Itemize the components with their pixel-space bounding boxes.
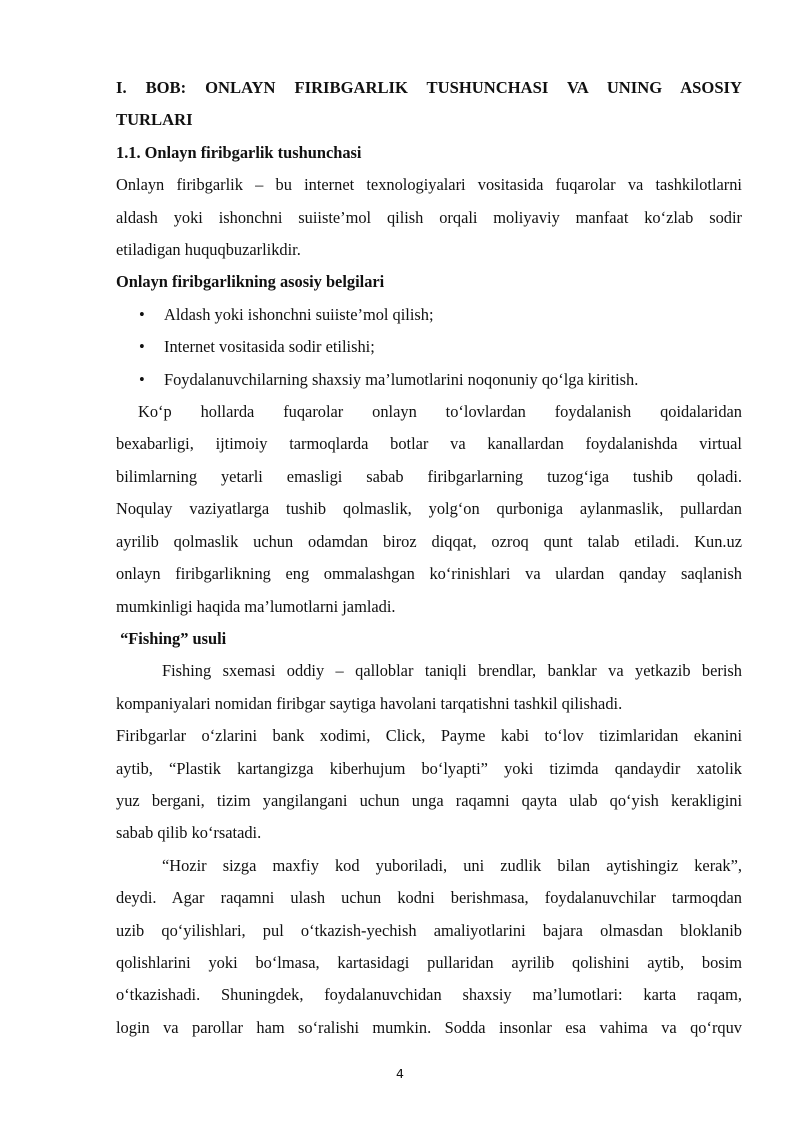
fishing-paragraph-2 xyxy=(116,720,742,850)
page-number: 4 xyxy=(396,1066,404,1081)
text-line: Firibgarlar o‘zlarini bank xodimi, Click, Payme kabi to‘lov tizimlaridan ekanini xyxy=(116,726,742,746)
fishing-paragraph-1 xyxy=(116,655,742,720)
text-line: Ko‘p hollarda fuqarolar onlayn to‘lovlardan foydalanish qoidalaridan xyxy=(138,402,742,422)
list-item-text: Internet vositasida sodir etilishi; xyxy=(164,337,375,357)
section-title: 1.1. Onlayn firibgarlik tushunchasi xyxy=(116,142,362,162)
text-line: Noqulay vaziyatlarga tushib qolmaslik, yolg‘on qurboniga aylanmaslik, pullardan xyxy=(116,499,742,519)
text-line: uzib qo‘yilishlari, pul o‘tkazish-yechish amaliyotlarini bajara olmasdan bloklanib xyxy=(116,920,742,940)
signs-heading: Onlayn firibgarlikning asosiy belgilari xyxy=(116,272,385,292)
text-line: ayrilib qolmaslik uchun odamdan biroz diqqat, ozroq qunt talab etiladi. Kun.uz xyxy=(116,531,742,551)
signs-list xyxy=(116,299,742,396)
list-item xyxy=(116,364,742,396)
document-page xyxy=(116,72,742,1044)
bullet-icon: • xyxy=(139,337,145,357)
text-line: bexabarligi, ijtimoiy tarmoqlarda botlar va kanallardan foydalanishda virtual xyxy=(116,434,742,454)
definition-paragraph xyxy=(116,169,742,266)
list-item-text: Aldash yoki ishonchni suiiste’mol qilish; xyxy=(164,304,434,324)
text-line: “Hozir sizga maxfiy kod yuboriladi, uni zudlik bilan aytishingiz kerak”, xyxy=(162,855,742,875)
chapter-title-line-1: I. BOB: ONLAYN FIRIBGARLIK TUSHUNCHASI VA UNING ASOSIY xyxy=(116,78,742,97)
text-line: yuz bergani, tizim yangilangani uchun unga raqamni qayta ulab qo‘yish kerakligini xyxy=(116,790,742,810)
text-line: aldash yoki ishonchni suiiste’mol qilish orqali moliyaviy manfaat ko‘zlab sodir xyxy=(116,207,742,227)
text-line: mumkinligi haqida ma’lumotlarni jamladi. xyxy=(116,596,396,616)
text-line: Fishing sxemasi oddiy – qalloblar taniqli brendlar, banklar va yetkazib berish xyxy=(162,661,742,681)
text-line: qolishlarini yoki bo‘lmasa, kartasidagi pullaridan ayrilib qolishini aytib, bosim xyxy=(116,952,742,972)
fishing-paragraph-3 xyxy=(116,850,742,1044)
chapter-title-line-2: TURLARI xyxy=(116,110,193,130)
list-item xyxy=(116,299,742,331)
bullet-icon: • xyxy=(139,304,145,324)
text-line: sabab qilib ko‘rsatadi. xyxy=(116,823,262,843)
text-line: o‘tkazishadi. Shuningdek, foydalanuvchidan shaxsiy ma’lumotlari: karta raqam, xyxy=(116,985,742,1005)
list-item-text: Foydalanuvchilarning shaxsiy ma’lumotlarini noqonuniy qo‘lga kiritish. xyxy=(164,369,639,389)
text-line: login va parollar ham so‘ralishi mumkin. Sodda insonlar esa vahima va qo‘rquv xyxy=(116,1017,742,1037)
list-item xyxy=(116,331,742,363)
text-line: Onlayn firibgarlik – bu internet texnologiyalari vositasida fuqarolar va tashkilotlarni xyxy=(116,175,742,195)
text-line: deydi. Agar raqamni ulash uchun kodni berishmasa, foydalanuvchilar tarmoqdan xyxy=(116,888,742,908)
text-line: kompaniyalari nomidan firibgar saytiga havolani tarqatishni tashkil qilishadi. xyxy=(116,693,623,713)
kunuz-paragraph xyxy=(116,396,742,623)
bullet-icon: • xyxy=(139,369,145,389)
text-line: etiladigan huquqbuzarlikdir. xyxy=(116,240,301,260)
text-line: onlayn firibgarlikning eng ommalashgan ko‘rinishlari va ulardan qanday saqlanish xyxy=(116,564,742,584)
text-line: aytib, “Plastik kartangizga kiberhujum bo‘lyapti” yoki tizimda qandaydir xatolik xyxy=(116,758,742,778)
text-line: bilimlarning yetarli emasligi sabab firibgarlarning tuzog‘iga tushib qoladi. xyxy=(116,466,742,486)
fishing-heading: “Fishing” usuli xyxy=(116,628,227,648)
